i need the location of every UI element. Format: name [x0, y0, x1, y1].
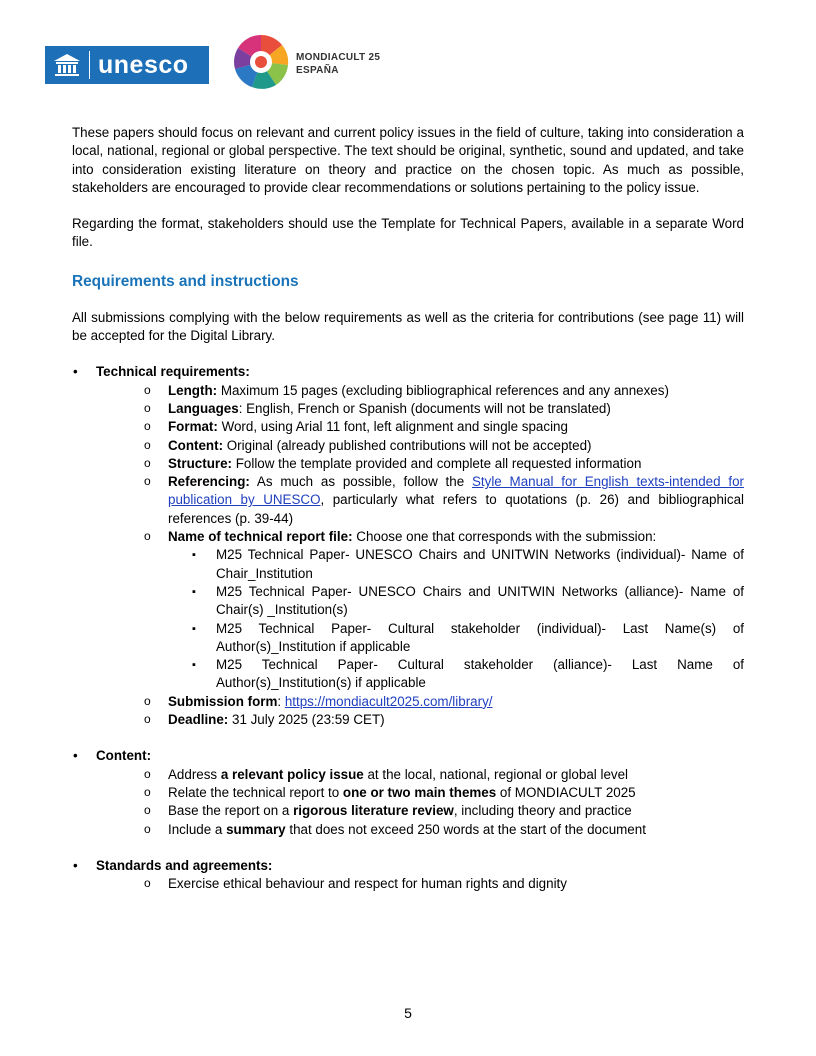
- unesco-logo: [45, 46, 209, 84]
- temple-icon: [45, 46, 89, 84]
- standards-sublist: [96, 875, 744, 893]
- technical-requirements-item: [72, 363, 744, 729]
- list-item: o Length: Maximum 15 pages (excluding bibliographical references and any annexes): [144, 382, 744, 400]
- mondiacult-globe-icon: [232, 33, 290, 96]
- filename-item: ▪ M25 Technical Paper- UNESCO Chairs and UNITWIN Networks (alliance)- Name of Chair(s) _Institution(s): [192, 583, 744, 620]
- content-requirements-item: [72, 747, 744, 838]
- style-manual-link[interactable]: Style Manual for English texts-intended for publication by UNESCO: [168, 474, 744, 508]
- mondiacult-title: MONDIACULT 25: [296, 52, 381, 63]
- page-number: 5: [404, 1005, 412, 1021]
- document-body: [72, 124, 744, 893]
- standards-item: [72, 857, 744, 894]
- list-item: o Exercise ethical behaviour and respect for human rights and dignity: [144, 875, 744, 893]
- content-requirements-title: Content:: [96, 748, 152, 764]
- list-item: o Relate the technical report to one or two main themes of MONDIACULT 2025: [144, 784, 744, 802]
- list-item: o Name of technical report file: Choose one that corresponds with the submission: ▪ M25 Technical Paper- UNESCO Chairs and UNITWIN Networks (individual)- Name of Chair_Institution ▪ M25 Technical Paper- UNESCO Chairs and UNITWIN Networks (alliance)- Name of Chair(s) _Institution(s) ▪ M25 Technical Paper- Cultural stakeholder (individual)- Last Name(s) of Author(s)_Institution if applicable ▪ M25 Technical Paper- Cultural stakeholder (alliance)- Last Name of Author(s)_Institution(s) if applicable: [144, 528, 744, 693]
- intro-paragraph-2: Regarding the format, stakeholders should use the Template for Technical Papers, available in a separate Word file.: [72, 216, 744, 250]
- list-item: o Languages: English, French or Spanish (documents will not be translated): [144, 400, 744, 418]
- list-item: o Structure: Follow the template provided and complete all requested information: [144, 455, 744, 473]
- logo-divider: [89, 51, 90, 79]
- content-requirements-sublist: [96, 766, 744, 839]
- submission-form-link[interactable]: https://mondiacult2025.com/library/: [284, 693, 493, 709]
- filename-item: ▪ M25 Technical Paper- Cultural stakeholder (alliance)- Last Name of Author(s)_Institution(s) if applicable: [192, 656, 744, 693]
- section-heading: Requirements and instructions: [72, 272, 299, 290]
- filename-item: ▪ M25 Technical Paper- Cultural stakeholder (individual)- Last Name(s) of Author(s)_Institution if applicable: [192, 620, 744, 657]
- list-item: o Deadline: 31 July 2025 (23:59 CET): [144, 711, 744, 729]
- unesco-wordmark: unesco: [98, 51, 189, 79]
- technical-requirements-title: Technical requirements:: [96, 364, 250, 380]
- mondiacult-logo: [232, 34, 380, 94]
- requirements-list: [72, 363, 744, 893]
- list-item: o Submission form: https://mondiacult2025.com/library/: [144, 693, 744, 711]
- section-intro: All submissions complying with the below requirements as well as the criteria for contributions (see page 11) will be accepted for the Digital Library.: [72, 309, 744, 344]
- standards-title: Standards and agreements:: [96, 857, 273, 873]
- filename-sublist: [168, 546, 744, 692]
- list-item: o Referencing: As much as possible, follow the Style Manual for English texts-intended for publication by UNESCO, particularly what refers to quotations (p. 26) and bibliographical references (p. 39-44): [144, 473, 744, 528]
- list-item: o Base the report on a rigorous literature review, including theory and practice: [144, 802, 744, 820]
- list-item: o Content: Original (already published contributions will not be accepted): [144, 437, 744, 455]
- mondiacult-subtitle: ESPAÑA: [296, 65, 339, 76]
- list-item: o Include a summary that does not exceed 250 words at the start of the document: [144, 821, 744, 839]
- filename-item: ▪ M25 Technical Paper- UNESCO Chairs and UNITWIN Networks (individual)- Name of Chair_Institution: [192, 546, 744, 583]
- list-item: o Address a relevant policy issue at the local, national, regional or global level: [144, 766, 744, 784]
- technical-requirements-sublist: [96, 382, 744, 730]
- intro-paragraph-1: These papers should focus on relevant and current policy issues in the field of culture, taking into consideration a local, national, regional or global perspective. The text should be original, synthetic, sound and updated, and take into consideration existing literature on theory and practice on the chosen topic. As much as possible, stakeholders are encouraged to provide clear recommendations or solutions pertaining to the policy issue.: [72, 125, 744, 195]
- list-item: o Format: Word, using Arial 11 font, left alignment and single spacing: [144, 418, 744, 436]
